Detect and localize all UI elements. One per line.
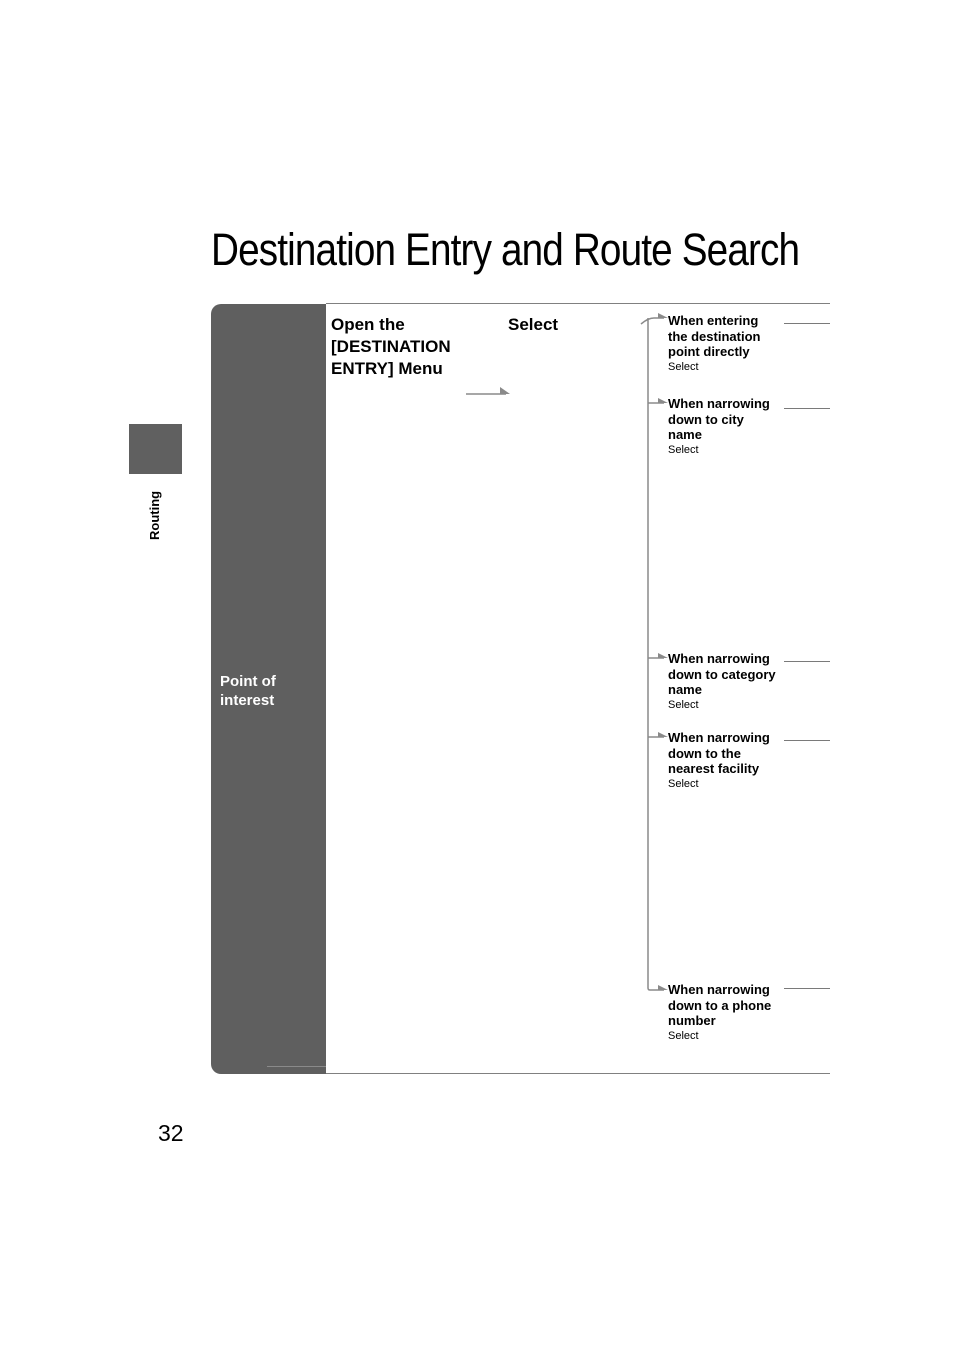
branch-action: Select (668, 443, 699, 456)
branch-rule (784, 988, 830, 989)
arrow-right-icon (658, 653, 668, 658)
branch-phone-number (668, 982, 788, 1043)
branch-city-name (668, 396, 788, 457)
step-open-destination-menu: Open the [DESTINATION ENTRY] Menu (331, 315, 451, 378)
row-label: Point of interest (220, 673, 276, 709)
branch-action: Select (668, 360, 699, 373)
page-number: 32 (158, 1120, 184, 1146)
branch-rule (784, 408, 830, 409)
branch-title: When narrowing down to the nearest facility (668, 730, 770, 776)
branch-rule (784, 740, 830, 741)
branch-title: When entering the destination point directly (668, 313, 761, 359)
branch-nearest-facility (668, 730, 788, 791)
arrow-right-icon (658, 313, 668, 318)
branch-rule (784, 661, 830, 662)
branch-title: When narrowing down to category name (668, 651, 776, 697)
branch-rule (784, 323, 830, 324)
branch-category-name (668, 651, 788, 712)
page-title: Destination Entry and Route Search (211, 224, 800, 275)
branch-action: Select (668, 698, 699, 711)
branch-connector (640, 310, 670, 1000)
arrow-right-icon (658, 732, 668, 737)
table-top-rule (326, 303, 830, 304)
panel-divider (267, 1066, 326, 1067)
branch-title: When narrowing down to city name (668, 396, 770, 442)
table-bottom-rule (326, 1073, 830, 1074)
arrow-right-icon (658, 398, 668, 403)
branch-action: Select (668, 1029, 699, 1042)
side-section-label: Routing (147, 490, 162, 540)
arrow-right-icon (466, 384, 512, 396)
branch-action: Select (668, 777, 699, 790)
branch-title: When narrowing down to a phone number (668, 982, 772, 1028)
branch-enter-destination-directly (668, 313, 788, 374)
step-select: Select (508, 315, 559, 334)
arrow-right-icon (658, 985, 668, 990)
section-tab-marker (129, 424, 182, 474)
